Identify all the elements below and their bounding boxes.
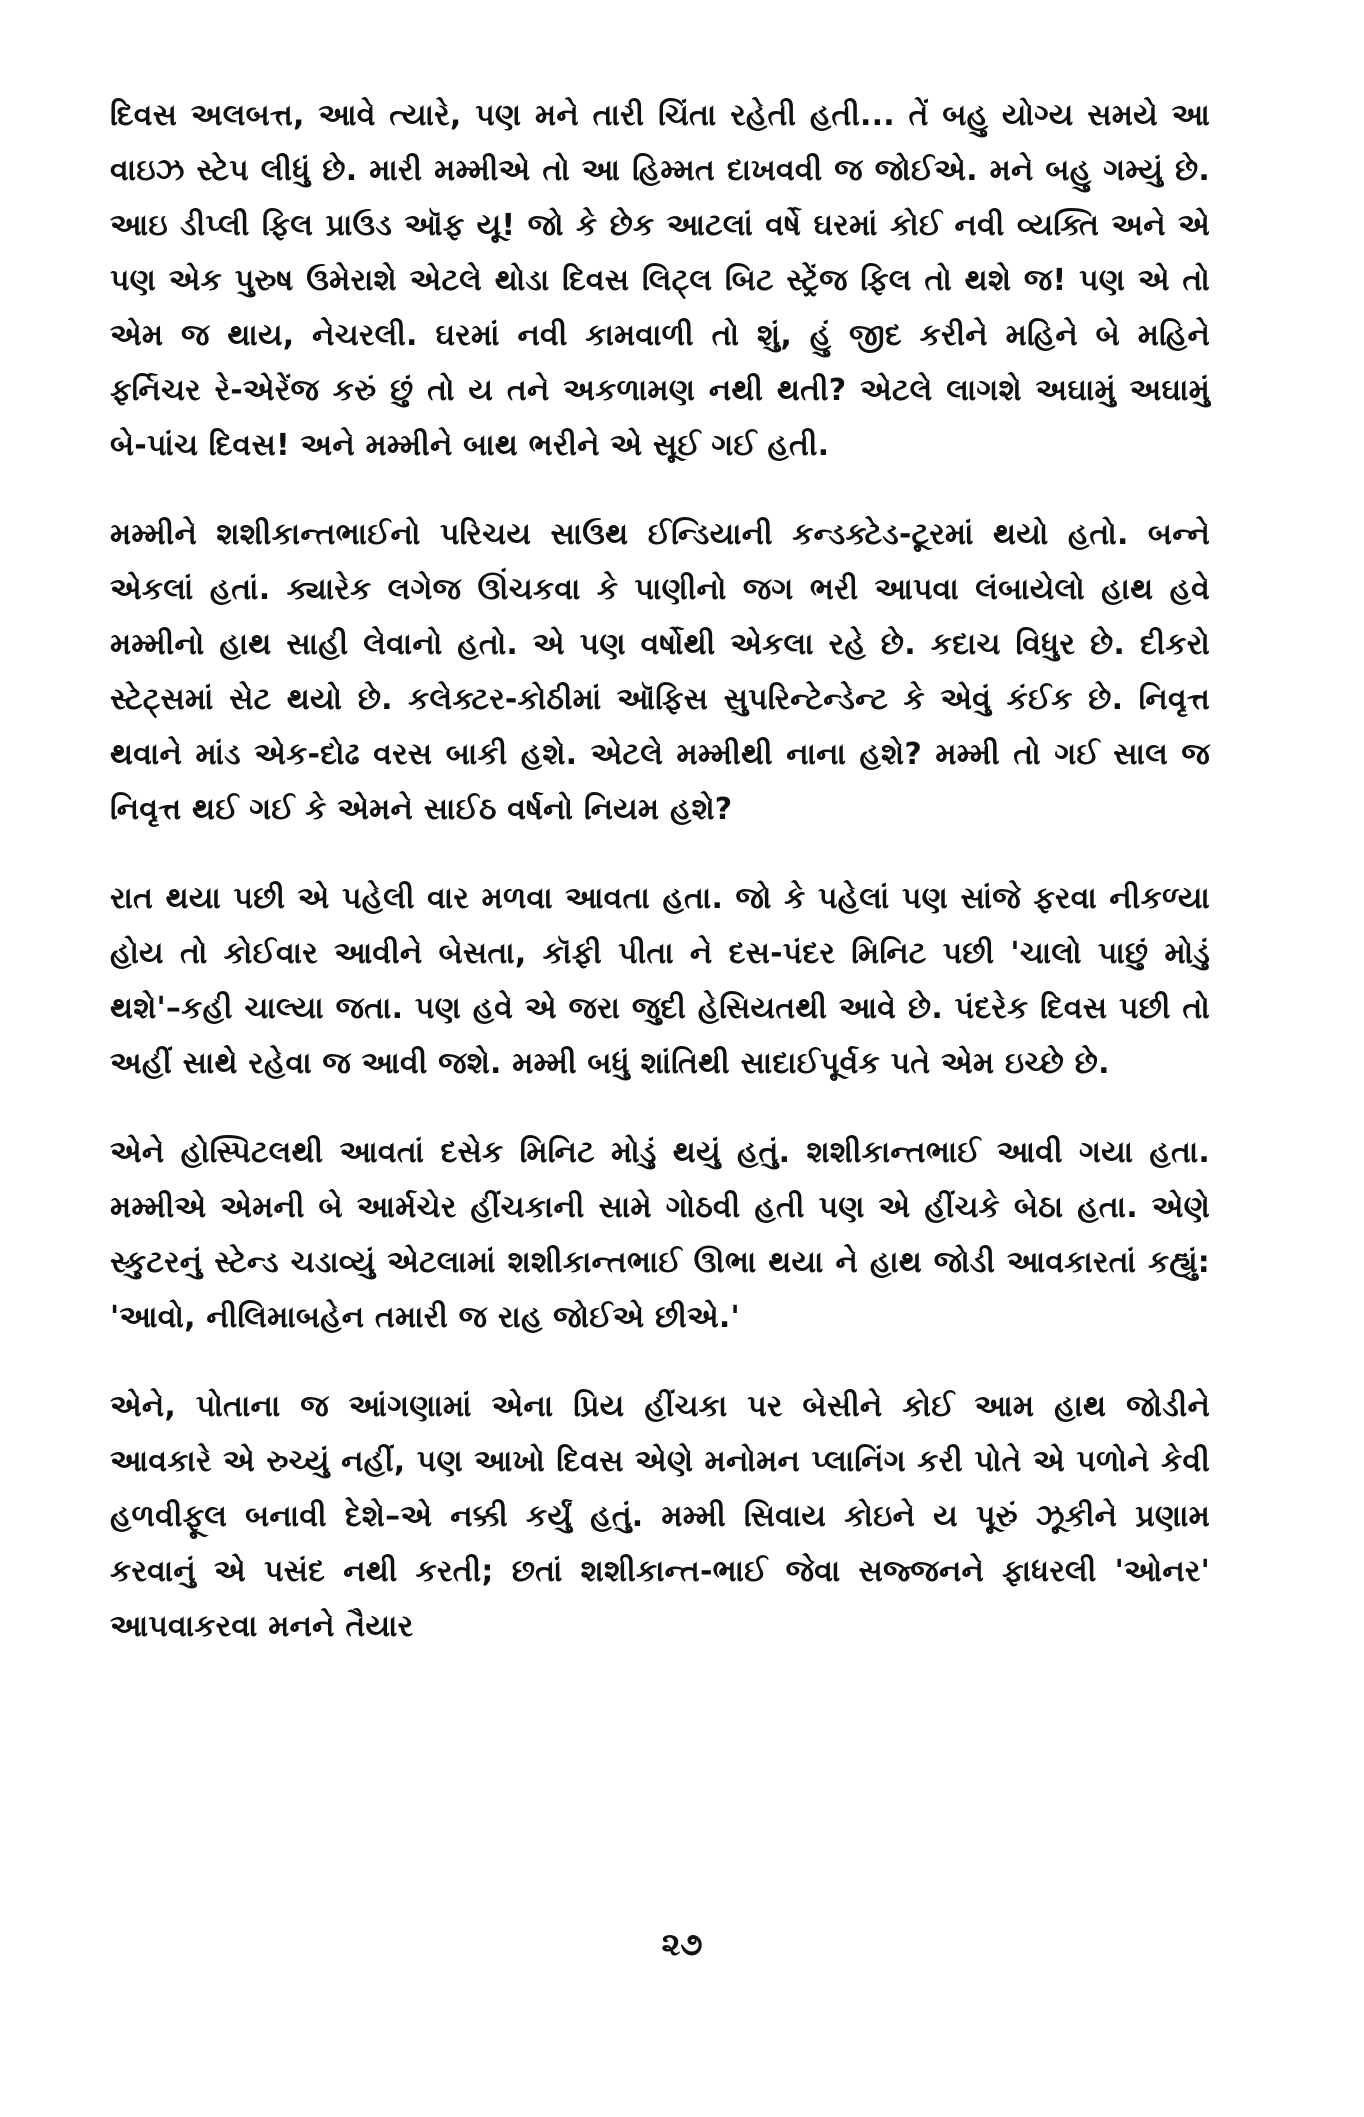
paragraph-1: દિવસ અલબત્ત, આવે ત્યારે, પણ મને તારી ચિંતા રહેતી હતી... તેં બહુ યોગ્ય સમયે આ વાઇઝ સ્ટેપ લીધું છે. મારી મમ્મીએ તો આ હિમ્મત દાખવવી જ જોઈએ. મને બહુ ગમ્યું છે. આઇ ડીપ્લી ફિલ પ્રાઉડ ઑફ યૂ! જો કે છેક આટલાં વર્ષે ઘરમાં કોઈ નવી વ્યક્તિ અને એ પણ એક પુરુષ ઉમેરાશે એટલે થોડા દિવસ લિટ્લ બિટ સ્ટ્રેંજ ફિલ તો થશે જ! પણ એ તો એમ જ થાય, નેચરલી. ઘરમાં નવી કામવાળી તો શું, હું જીદ કરીને મહિને બે મહિને ફર્નિચર રે-એરેંજ કરું છું તો ય તને અકળામણ નથી થતી? એટલે લાગશે અઘામું અઘામું બે-પાંચ દિવસ! અને મમ્મીને બાથ ભરીને એ સૂઈ ગઈ હતી. [110, 98, 1210, 463]
book-page [110, 88, 1210, 2068]
paragraph-4: એને હોસ્પિટલથી આવતાં દસેક મિનિટ મોડું થયું હતું. શશીકાન્તભાઈ આવી ગયા હતા. મમ્મીએ એમની બે આર્મચેર હીંચકાની સામે ગોઠવી હતી પણ એ હીંચકે બેઠા હતા. એણે સ્કુટરનું સ્ટેન્ડ ચડાવ્યું એટલામાં શશીકાન્તભાઈ ઊભા થયા ને હાથ જોડી આવકારતાં કહ્યું: 'આવો, નીલિમાબહેન તમારી જ રાહ જોઈએ છીએ.' [110, 1135, 1210, 1335]
paragraph-2: મમ્મીને શશીકાન્તભાઈનો પરિચય સાઉથ ઈન્ડિયાની કન્ડક્ટેડ-ટૂરમાં થયો હતો. બન્ને એકલાં હતાં. ક્યારેક લગેજ ઊંચકવા કે પાણીનો જગ ભરી આપવા લંબાયેલો હાથ હવે મમ્મીનો હાથ સાહી લેવાનો હતો. એ પણ વર્ષોથી એકલા રહે છે. કદાચ વિધુર છે. દીકરો સ્ટેટ્સમાં સેટ થયો છે. કલેક્ટર-કોઠીમાં ઑફિસ સુપરિન્ટેન્ડેન્ટ કે એવું કંઈક છે. નિવૃત્ત થવાને માંડ એક-દોઢ વરસ બાકી હશે. એટલે મમ્મીથી નાના હશે? મમ્મી તો ગઈ સાલ જ નિવૃત્ત થઈ ગઈ કે એમને સાઈઠ વર્ષનો નિયમ હશે? [110, 517, 1210, 827]
paragraph-5: એને, પોતાના જ આંગણામાં એના પ્રિય હીંચકા પર બેસીને કોઈ આમ હાથ જોડીને આવકારે એ રુચ્યું નહીં, પણ આખો દિવસ એણે મનોમન પ્લાનિંગ કરી પોતે એ પળોને કેવી હળવીફૂલ બનાવી દેશે–એ નક્કી કર્યું હતું. મમ્મી સિવાય કોઇને ય પૂરું ઝૂકીને પ્રણામ કરવાનું એ પસંદ નથી કરતી; છતાં શશીકાન્ત-ભાઈ જેવા સજ્જનને ફાધરલી 'ઓનર' આપવાકરવા મનને તૈયાર [110, 1389, 1210, 1644]
paragraph-3: રાત થયા પછી એ પહેલી વાર મળવા આવતા હતા. જો કે પહેલાં પણ સાંજે ફરવા નીકળ્યા હોય તો કોઈવાર આવીને બેસતા, કૉફી પીતા ને દસ-પંદર મિનિટ પછી 'ચાલો પાછું મોડું થશે'–કહી ચાલ્યા જતા. પણ હવે એ જરા જુદી હેસિયતથી આવે છે. પંદરેક દિવસ પછી તો અહીં સાથે રહેવા જ આવી જશે. મમ્મી બધું શાંતિથી સાદાઈપૂર્વક પતે એમ ઇચ્છે છે. [110, 881, 1210, 1081]
page-number: ૨૭ [661, 1925, 703, 1963]
